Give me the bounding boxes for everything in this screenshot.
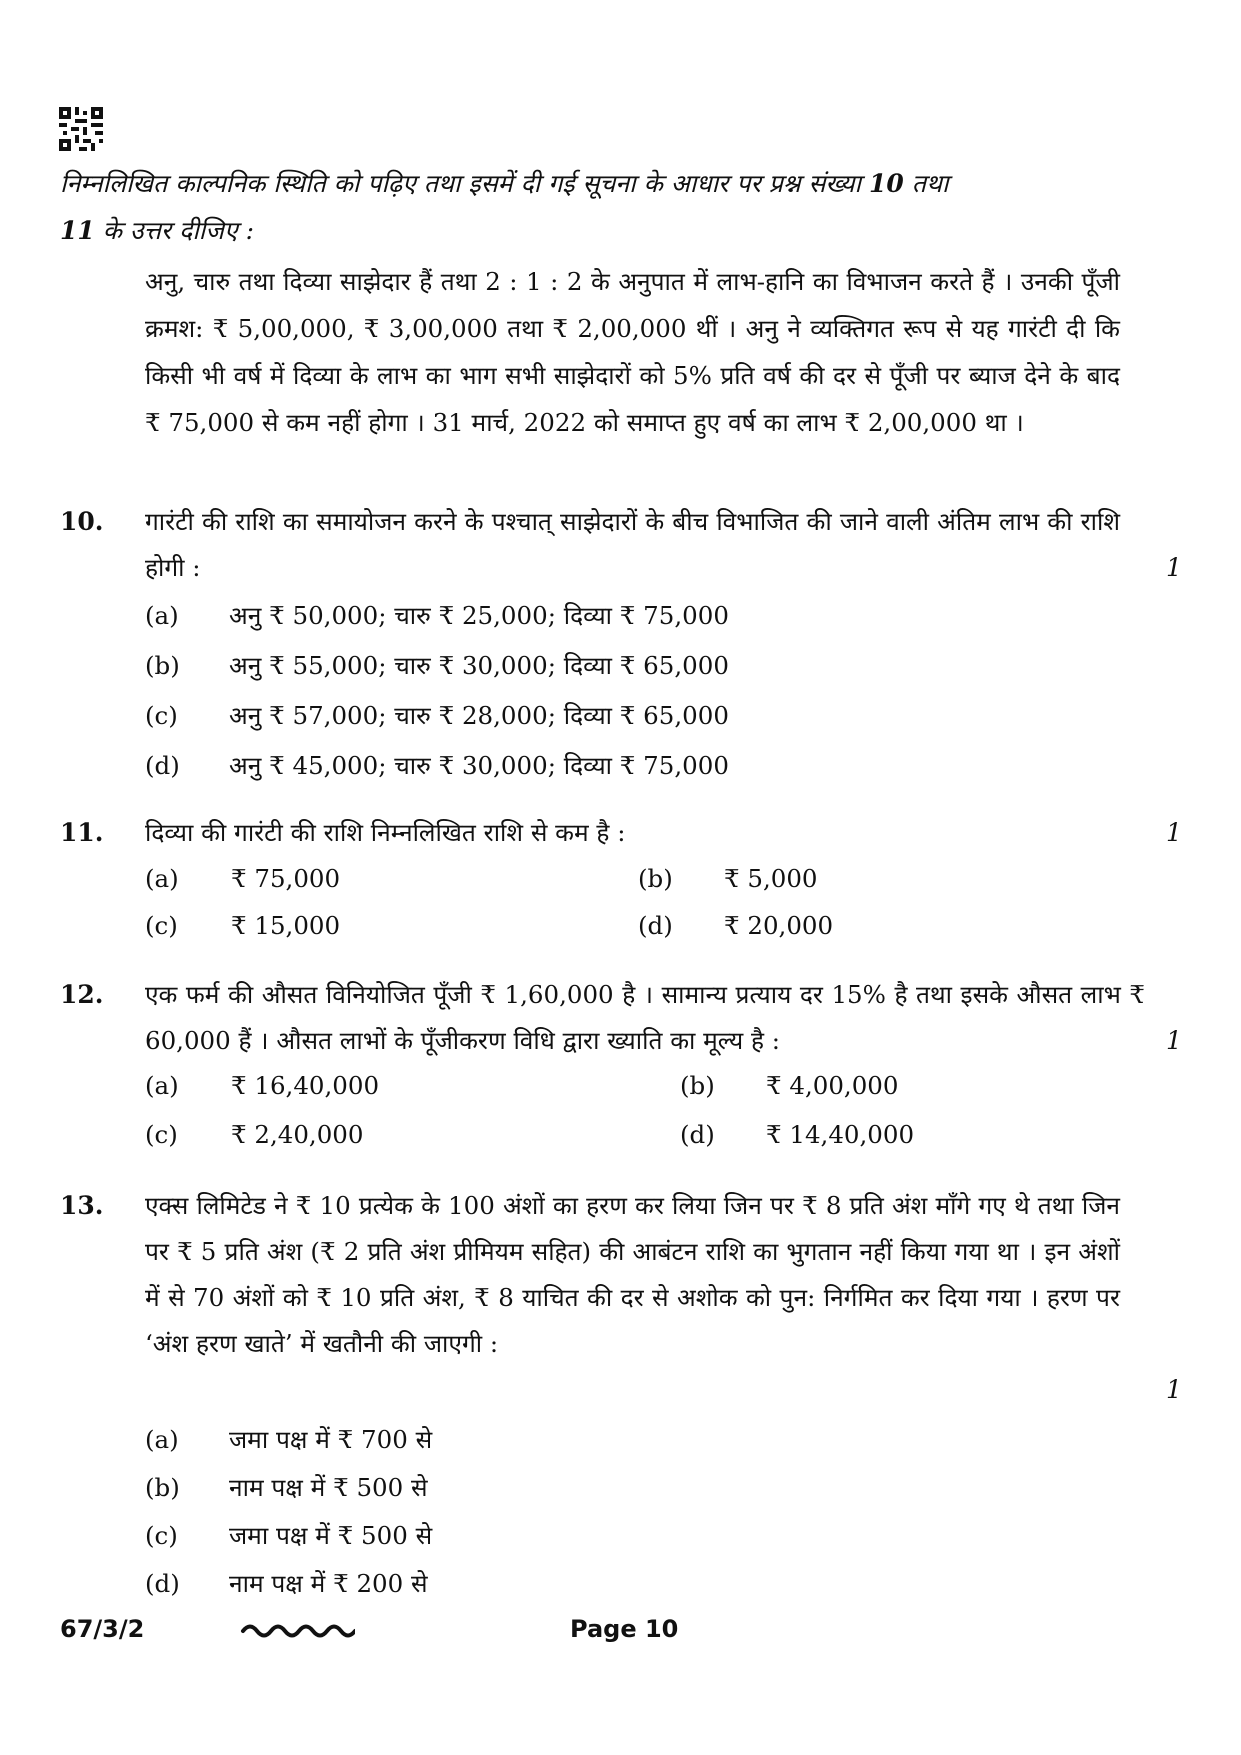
question-text: एक्स लिमिटेड ने ₹ 10 प्रत्येक के 100 अंशों का हरण कर लिया जिन पर ₹ 8 प्रति अंश माँगे गए थे तथा जिन पर ₹ 5 प्रति अंश (₹ 2 प्रति अंश प्रीमियम सहित) की आबंटन राशि का भुगतान नहीं किया गया था । इन अंशों में से 70 अंशों को ₹ 10 प्रति अंश, ₹ 8 याचित की दर से अशोक को पुन: निर्गमित कर दिया गया । हरण पर ‘अंश हरण खाते’ में खतौनी की जाएगी :	[145, 1191, 1120, 1358]
question-text: गारंटी की राशि का समायोजन करने के पश्चात् साझेदारों के बीच विभाजित की जाने वाली अंतिम लाभ की राशि होगी :	[145, 507, 1120, 582]
question-marks: 1	[1166, 818, 1182, 847]
question-number: 10.	[60, 507, 104, 536]
question-number: 11.	[60, 818, 104, 847]
question-marks: 1	[1166, 1026, 1182, 1055]
case-instruction	[60, 160, 1120, 254]
question-text: एक फर्म की औसत विनियोजित पूँजी ₹ 1,60,000 है । सामान्य प्रत्याय दर 15% है तथा इसके औसत लाभ ₹ 60,000 हैं । औसत लाभों के पूँजीकरण विधि द्वारा ख्याति का मूल्य है :	[145, 980, 1145, 1055]
intro-text-2: तथा	[903, 169, 949, 198]
intro-text-3: के उत्तर दीजिए :	[94, 216, 255, 245]
paper-code: 67/3/2	[60, 1615, 145, 1643]
intro-num-11: 11	[60, 216, 95, 245]
question-text: दिव्या की गारंटी की राशि निम्नलिखित राशि से कम है :	[145, 818, 626, 847]
wave-ornament-icon	[240, 1617, 355, 1641]
intro-text-1: निम्नलिखित काल्पनिक स्थिति को पढ़िए तथा इसमें दी गई सूचना के आधार पर प्रश्न संख्या	[60, 169, 869, 198]
page-number: Page 10	[570, 1615, 679, 1643]
question-number: 12.	[60, 980, 104, 1009]
qr-code-icon	[59, 107, 103, 151]
case-passage: अनु, चारु तथा दिव्या साझेदार हैं तथा 2 : 1 : 2 के अनुपात में लाभ-हानि का विभाजन करते हैं । उनकी पूँजी क्रमश: ₹ 5,00,000, ₹ 3,00,000 तथा ₹ 2,00,000 थीं । अनु ने व्यक्तिगत रूप से यह गारंटी दी कि किसी भी वर्ष में दिव्या के लाभ का भाग सभी साझेदारों को 5% प्रति वर्ष की दर से पूँजी पर ब्याज देने के बाद ₹ 75,000 से कम नहीं होगा । 31 मार्च, 2022 को समाप्त हुए वर्ष का लाभ ₹ 2,00,000 था ।	[145, 267, 1120, 437]
question-marks: 1	[1166, 1375, 1182, 1404]
intro-num-10: 10	[868, 169, 904, 198]
question-number: 13.	[60, 1191, 104, 1220]
question-marks: 1	[1166, 553, 1182, 582]
